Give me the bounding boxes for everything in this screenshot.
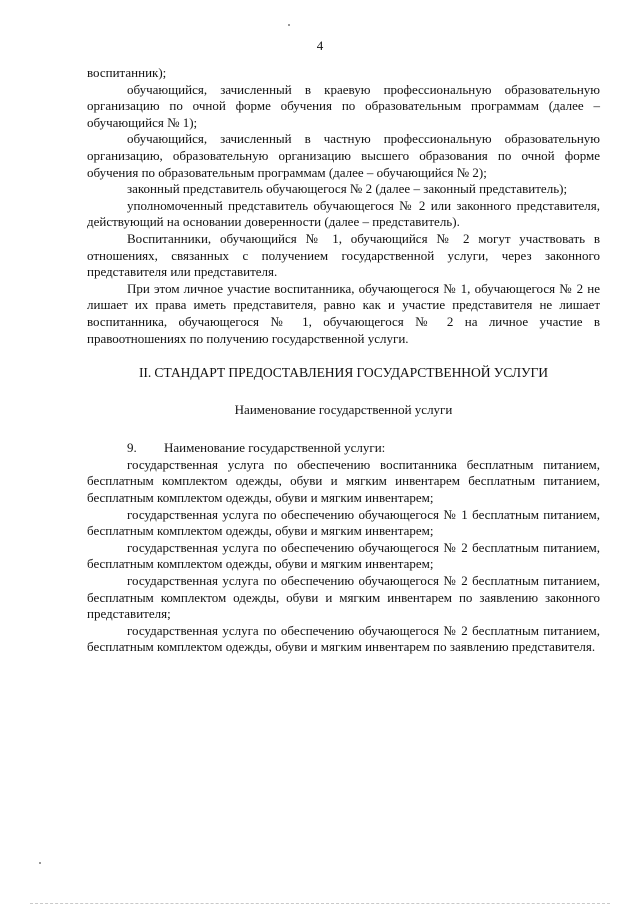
paragraph-continuation: воспитанник); xyxy=(87,65,167,80)
service-item: государственная услуга по обеспечению обучающегося № 2 бесплатным питанием, бесплатным комплектом одежды, обуви и мягким инвентарем; xyxy=(87,539,600,572)
item-9 xyxy=(87,440,600,457)
service-item: государственная услуга по обеспечению обучающегося № 1 бесплатным питанием, бесплатным комплектом одежды, обуви и мягким инвентарем; xyxy=(87,506,600,539)
paragraph-personal-participation: При этом личное участие воспитанника, обучающегося № 1, обучающегося № 2 не лишает их права иметь представителя, равно как и участие представителя не лишает воспитанника, обучающегося № 1, обучающегося № 2 на личное участие в правоотношениях по получению государственной услуги. xyxy=(87,280,600,346)
item-9-text: Наименование государственной услуги: xyxy=(164,440,386,456)
scan-artifact xyxy=(39,862,41,864)
scan-artifact xyxy=(288,24,290,26)
page-number: 4 xyxy=(316,38,324,53)
paragraph-participation: Воспитанники, обучающийся № 1, обучающийся № 2 могут участвовать в отношениях, связанных с получением государственной услуги, через законного представителя или представителя. xyxy=(87,230,600,280)
service-item: государственная услуга по обеспечению воспитанника бесплатным питанием, бесплатным комплектом одежды, обуви и мягким инвентарем бесплатным питанием, бесплатным комплектом одежды, обуви и мягким инвентарем; xyxy=(87,456,600,506)
paragraph-student-2: обучающийся, зачисленный в частную профессиональную образовательную организацию, образовательную организацию высшего образования по очной форме обучения по образовательным программам (далее – обучающийся № 2); xyxy=(87,131,600,180)
scan-edge-line xyxy=(30,903,610,905)
document-body xyxy=(87,65,600,656)
paragraph-student-1: обучающийся, зачисленный в краевую профессиональную образовательную организацию по очной форме обучения по образовательным программам (далее – обучающийся № 1); xyxy=(87,81,600,130)
item-9-number: 9. xyxy=(127,440,137,456)
service-item: государственная услуга по обеспечению обучающегося № 2 бесплатным питанием, бесплатным комплектом одежды, обуви и мягким инвентарем по заявлению представителя. xyxy=(87,622,600,655)
paragraph-legal-representative: законный представитель обучающегося № 2 (далее – законный представитель); xyxy=(127,181,568,197)
section-heading: II. СТАНДАРТ ПРЕДОСТАВЛЕНИЯ ГОСУДАРСТВЕННОЙ УСЛУГИ xyxy=(138,365,549,381)
paragraph-authorized-representative: уполномоченный представитель обучающегося № 2 или законного представителя, действующий на основании доверенности (далее – представитель). xyxy=(87,197,600,230)
service-item: государственная услуга по обеспечению обучающегося № 2 бесплатным питанием, бесплатным комплектом одежды, обуви и мягким инвентарем по заявлению законного представителя; xyxy=(87,573,600,622)
section-subheading: Наименование государственной услуги xyxy=(234,401,453,417)
